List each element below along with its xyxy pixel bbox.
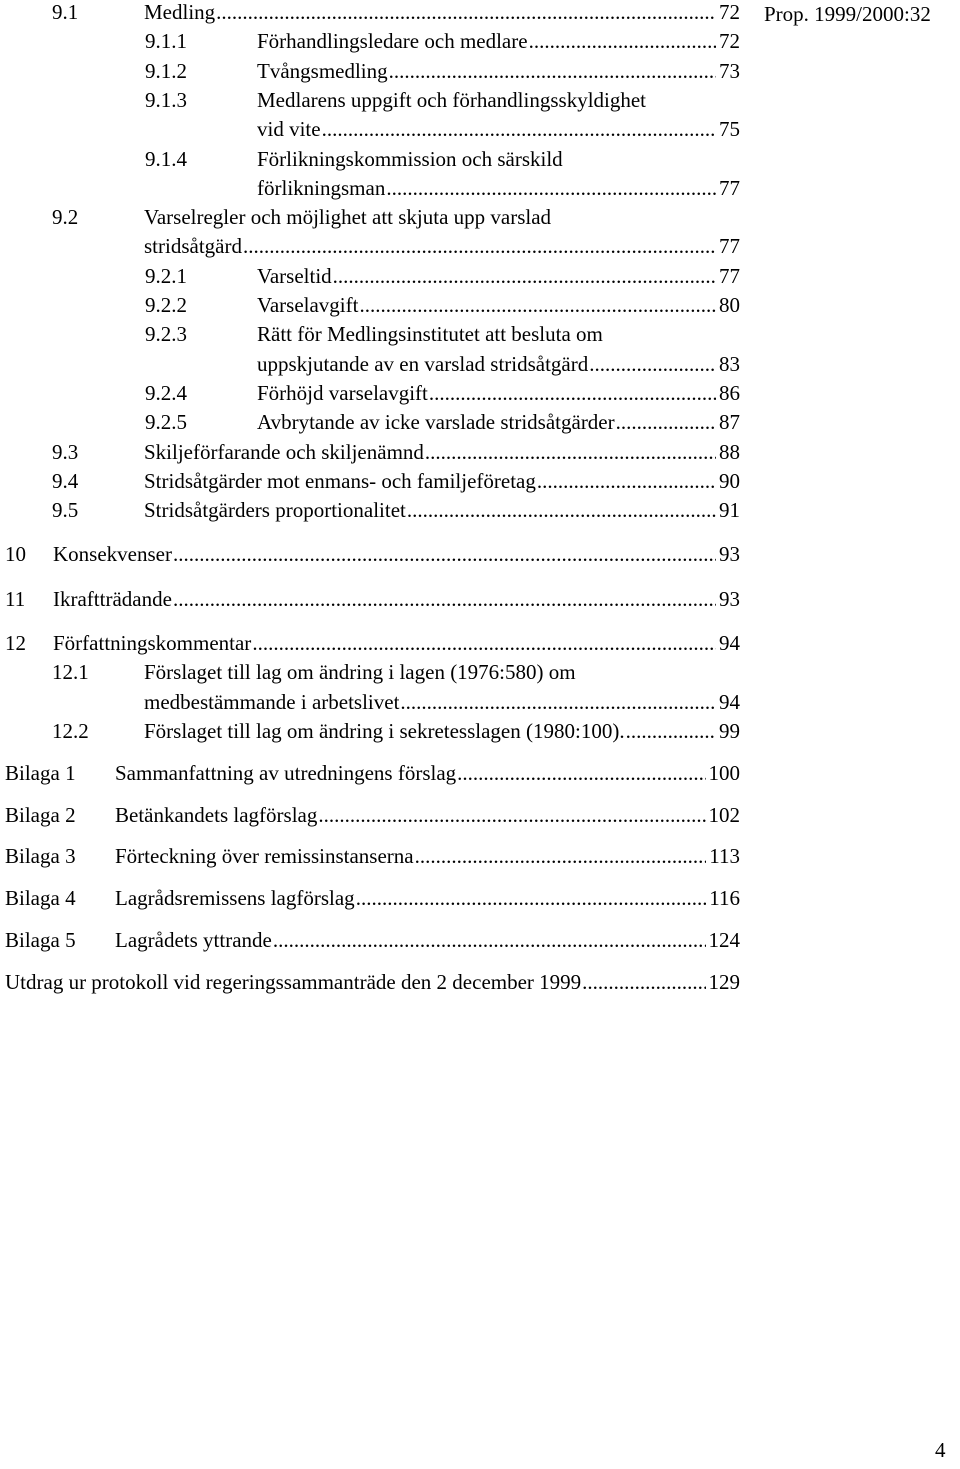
toc-entry-title: Rätt för Medlingsinstitutet att besluta om <box>257 322 603 347</box>
toc-entry-page: 72 <box>719 0 740 24</box>
dot-leader <box>333 262 716 290</box>
toc-entry-title: Lagrådets yttrande <box>115 927 272 952</box>
dot-leader <box>415 842 707 870</box>
toc-entry-title: Utdrag ur protokoll vid regeringssammanträde den 2 december 1999 <box>5 969 582 994</box>
toc-entry-number: 11 <box>5 586 26 611</box>
toc-entry-page: 94 <box>719 631 740 655</box>
toc-entry-line <box>0 658 740 686</box>
toc-entry-number: Bilaga 1 <box>5 760 76 785</box>
dot-leader <box>537 467 716 495</box>
dot-leader <box>252 629 716 657</box>
toc-entry-title: Varseltid <box>257 263 332 288</box>
toc-entry-line <box>0 408 740 436</box>
toc-entry-title: Varselregler och möjlighet att skjuta upp varslad <box>144 205 552 230</box>
dot-leader <box>400 688 716 716</box>
dot-leader <box>386 174 716 202</box>
toc-entry-title: Avbrytande av icke varslade stridsåtgärder <box>257 410 615 435</box>
toc-entry-title: stridsåtgärd <box>144 234 242 259</box>
toc-entry-title: Sammanfattning av utredningens förslag <box>115 760 457 785</box>
toc-entry-page: 73 <box>719 58 740 83</box>
dot-leader <box>243 232 716 260</box>
dot-leader <box>322 115 716 143</box>
toc-entry-line <box>0 968 740 996</box>
toc-entry-number: 9.3 <box>52 439 79 464</box>
dot-leader <box>273 926 706 954</box>
toc-entry-title: Förslaget till lag om ändring i lagen (1976:580) om <box>144 660 576 685</box>
toc-entry-number: Bilaga 4 <box>5 886 76 911</box>
toc-entry-title: Förhöjd varselavgift <box>257 380 428 405</box>
toc-entry-title: Betänkandets lagförslag <box>115 802 318 827</box>
toc-entry-page: 80 <box>719 293 740 317</box>
dot-leader <box>616 408 716 436</box>
toc-entry-line <box>0 203 740 231</box>
dot-leader <box>356 884 707 912</box>
toc-entry-page: 77 <box>719 263 740 288</box>
toc-entry-number: 9.1.2 <box>145 58 187 83</box>
toc-entry-page: 102 <box>708 802 740 827</box>
dot-leader <box>582 968 705 996</box>
toc-entry-page: 93 <box>719 586 740 611</box>
toc-entry-line <box>0 467 740 495</box>
dot-leader <box>626 717 716 745</box>
toc-entry-page: 86 <box>719 380 740 405</box>
toc-entry-line <box>0 926 740 954</box>
toc-entry-line <box>0 115 740 143</box>
toc-entry-page: 77 <box>719 175 740 200</box>
toc-entry-page: 91 <box>719 498 740 523</box>
toc-entry-number: 9.2.1 <box>145 263 187 288</box>
toc-entry-title: Författningskommentar <box>53 631 252 655</box>
toc-entry-title: Förhandlingsledare och medlare <box>257 29 528 54</box>
dot-leader <box>529 27 716 55</box>
toc-entry-line <box>0 57 740 85</box>
toc-entry-line <box>0 0 740 26</box>
toc-entry-title: Konsekvenser <box>53 542 172 567</box>
toc-entry-line <box>0 759 740 787</box>
toc-entry-page: 93 <box>719 542 740 567</box>
toc-entry-number: Bilaga 3 <box>5 844 76 869</box>
dot-leader <box>429 379 716 407</box>
toc-entry-title: Förslaget till lag om ändring i sekretesslagen (1980:100). <box>144 718 625 743</box>
toc-entry-title: Stridsåtgärder mot enmans- och familjeföretag <box>144 468 536 493</box>
toc-entry-title: Skiljeförfarande och skiljenämnd <box>144 439 424 464</box>
dot-leader <box>359 291 716 319</box>
toc-entry-title: Medling <box>144 0 216 24</box>
toc-entry-line <box>0 688 740 716</box>
toc-entry-title: Varselavgift <box>257 293 359 317</box>
toc-entry-line <box>0 379 740 407</box>
toc-entry-page: 99 <box>719 718 740 743</box>
toc-entry-number: Bilaga 2 <box>5 802 76 827</box>
toc-entry-number: Bilaga 5 <box>5 927 76 952</box>
toc-entry-page: 87 <box>719 410 740 435</box>
toc-entry-number: 9.2.3 <box>145 322 187 347</box>
document-reference: Prop. 1999/2000:32 <box>764 2 931 26</box>
page-number: 4 <box>935 1438 946 1462</box>
toc-entry-number: 9.2 <box>52 205 79 230</box>
toc-entry-page: 94 <box>719 689 740 714</box>
toc-entry-number: 12 <box>5 631 26 655</box>
dot-leader <box>425 438 716 466</box>
toc-entry-line <box>0 320 740 348</box>
toc-entry-number: 9.1.3 <box>145 87 187 112</box>
dot-leader <box>457 759 705 787</box>
toc-entry-line <box>0 717 740 745</box>
toc-entry-number: 9.2.2 <box>145 293 187 317</box>
dot-leader <box>318 801 705 829</box>
dot-leader <box>389 57 716 85</box>
toc-entry-line <box>0 232 740 260</box>
dot-leader <box>407 496 716 524</box>
dot-leader <box>216 0 716 26</box>
toc-entry-title: Förlikningskommission och särskild <box>257 146 563 171</box>
toc-entry-number: 9.1.1 <box>145 29 187 54</box>
toc-entry-page: 116 <box>709 886 740 911</box>
toc-entry-page: 77 <box>719 234 740 259</box>
toc-entry-page: 83 <box>719 351 740 376</box>
toc-entry-line <box>0 842 740 870</box>
toc-entry-line <box>0 438 740 466</box>
toc-entry-line <box>0 496 740 524</box>
toc-entry-page: 90 <box>719 468 740 493</box>
toc-entry-number: 9.2.4 <box>145 380 187 405</box>
toc-entry-line <box>0 585 740 613</box>
toc-entry-title: vid vite <box>257 117 321 142</box>
toc-entry-page: 113 <box>709 844 740 869</box>
dot-leader <box>173 540 716 568</box>
toc-entry-number: 9.4 <box>52 468 79 493</box>
toc-entry-line <box>0 262 740 290</box>
toc-entry-number: 10 <box>5 542 26 567</box>
toc-entry-title: medbestämmande i arbetslivet <box>144 689 400 714</box>
toc-entry-page: 88 <box>719 439 740 464</box>
toc-entry-title: Förteckning över remissinstanserna <box>115 844 414 869</box>
toc-entry-line <box>0 174 740 202</box>
toc-entry-number: 12.1 <box>52 660 89 685</box>
toc-entry-line <box>0 27 740 55</box>
toc-entry-page: 72 <box>719 29 740 54</box>
toc-entry-number: 9.2.5 <box>145 410 187 435</box>
toc-entry-line <box>0 801 740 829</box>
toc-entry-page: 75 <box>719 117 740 142</box>
toc-entry-page: 124 <box>708 927 740 952</box>
toc-entry-title: uppskjutande av en varslad stridsåtgärd <box>257 351 589 376</box>
toc-entry-number: 12.2 <box>52 718 89 743</box>
toc-entry-number: 9.5 <box>52 498 79 523</box>
toc-entry-line <box>0 884 740 912</box>
toc-entry-line <box>0 86 740 114</box>
toc-entry-line <box>0 145 740 173</box>
toc-entry-page: 129 <box>708 969 740 994</box>
toc-entry-title: Stridsåtgärders proportionalitet <box>144 498 406 523</box>
toc-entry-title: förlikningsman <box>257 175 386 200</box>
dot-leader <box>589 350 716 378</box>
toc-entry-title: Tvångsmedling <box>257 58 388 83</box>
toc-entry-number: 9.1 <box>52 0 79 24</box>
toc-entry-line <box>0 629 740 657</box>
toc-entry-title: Medlarens uppgift och förhandlingsskyldighet <box>257 87 647 112</box>
toc-entry-page: 100 <box>708 760 740 785</box>
toc-entry-title: Lagrådsremissens lagförslag <box>115 886 355 911</box>
toc-entry-number: 9.1.4 <box>145 146 187 171</box>
toc-entry-title: Ikraftträdande <box>53 586 172 611</box>
toc-entry-line <box>0 540 740 568</box>
toc-entry-line <box>0 350 740 378</box>
toc-entry-line <box>0 291 740 319</box>
dot-leader <box>173 585 716 613</box>
